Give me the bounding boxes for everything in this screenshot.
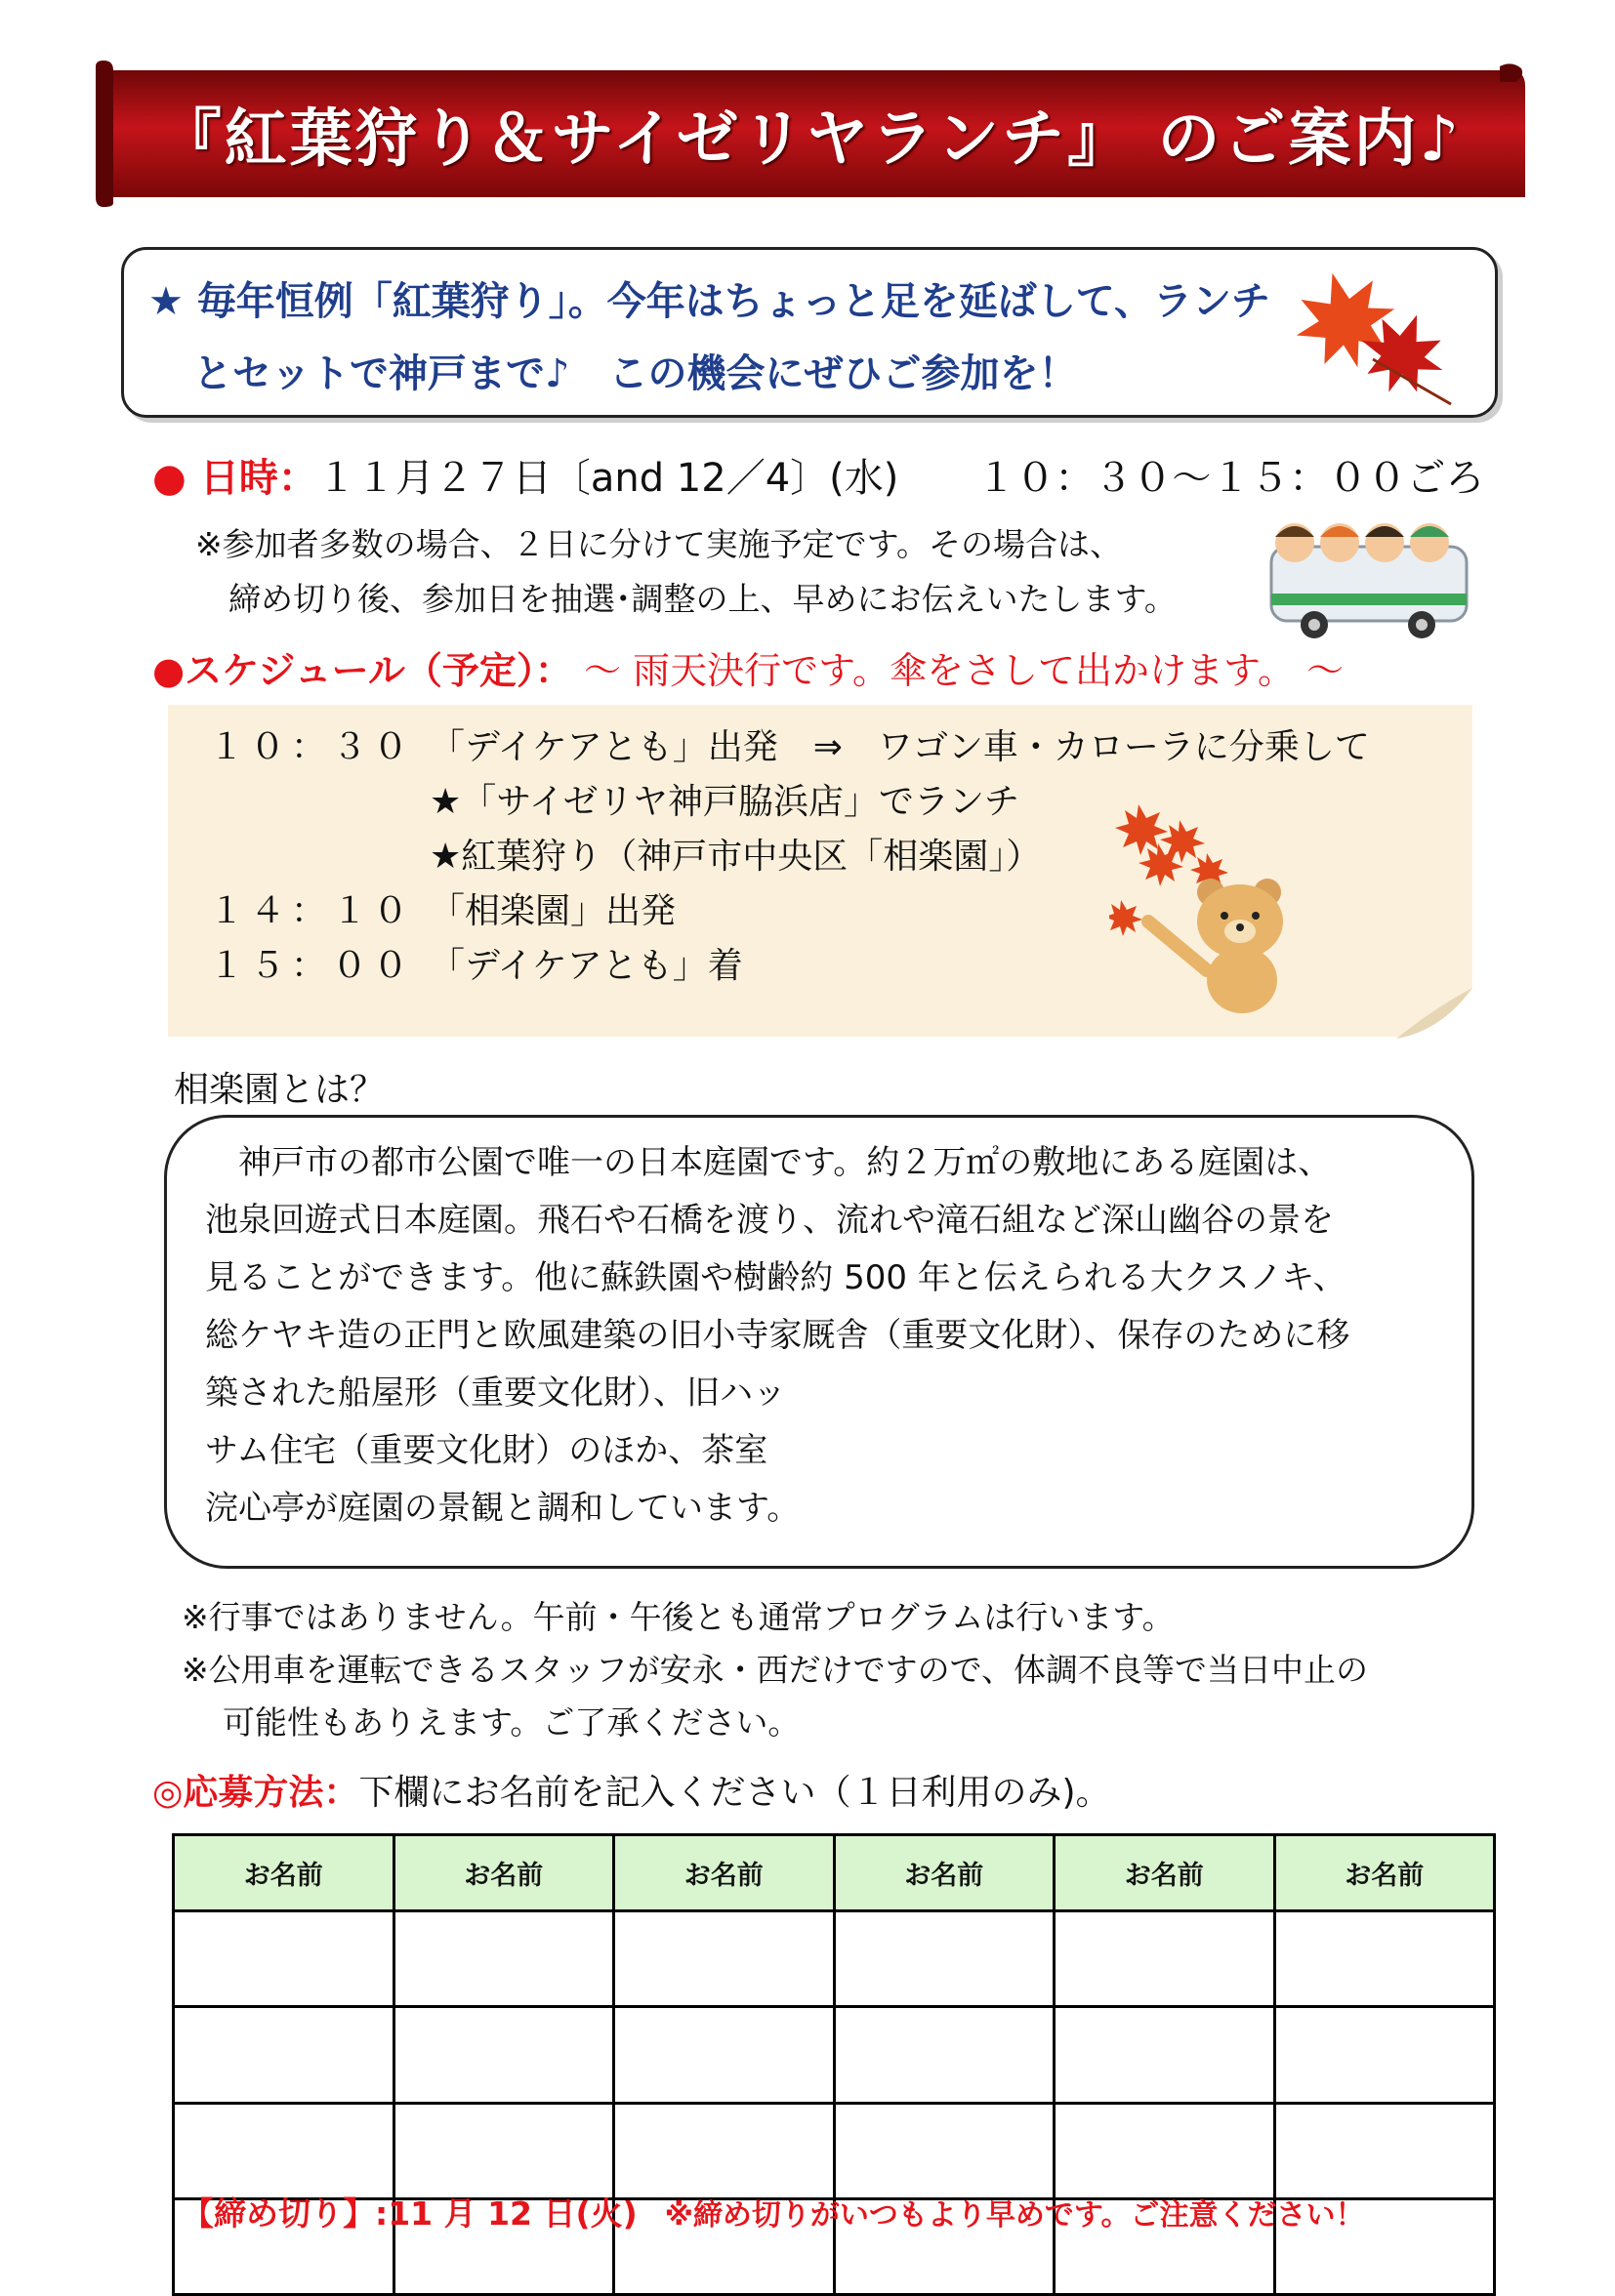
- schedule-text: 「相楽園」出発: [430, 891, 677, 931]
- name-column-header: お名前: [834, 1835, 1055, 1911]
- name-cell[interactable]: [834, 2103, 1055, 2198]
- notices: [182, 1591, 1368, 1749]
- schedule-time: [209, 830, 430, 884]
- notice-line-2: ※公用車を運転できるスタッフが安永・西だけですので、体調不良等で当日中止の: [182, 1651, 1368, 1689]
- name-cell[interactable]: [174, 1911, 394, 2007]
- name-cell[interactable]: [1055, 2007, 1275, 2103]
- table-header-row: [174, 1835, 1495, 1911]
- bus-illustration-icon: [1265, 508, 1472, 640]
- schedule-heading: [152, 640, 1344, 694]
- name-cell[interactable]: [1274, 2103, 1495, 2198]
- table-row: [174, 1911, 1495, 2007]
- schedule-time: [209, 775, 430, 830]
- name-column-header: お名前: [174, 1835, 394, 1911]
- schedule-text: ★紅葉狩り（神戸市中央区「相楽園」）: [430, 837, 1042, 877]
- name-cell[interactable]: [1055, 2103, 1275, 2198]
- about-line: サム住宅（重要文化財）のほか、茶室: [205, 1431, 768, 1470]
- schedule-note: ～ 雨天決行です。傘をさして出かけます。 ～: [583, 649, 1345, 692]
- name-column-header: お名前: [1055, 1835, 1275, 1911]
- apply-label: ◎応募方法: [152, 1773, 324, 1813]
- name-cell[interactable]: [174, 2103, 394, 2198]
- name-cell[interactable]: [614, 2103, 835, 2198]
- date-line: [152, 447, 1484, 503]
- name-cell[interactable]: [393, 2007, 614, 2103]
- deadline-line: [182, 2189, 1364, 2234]
- about-line: 池泉回遊式日本庭園。飛石や石橋を渡り、流れや滝石組など深山幽谷の景を: [205, 1201, 1334, 1240]
- name-cell[interactable]: [614, 1911, 835, 2007]
- about-heading: 相楽園とは？: [174, 1070, 386, 1110]
- about-text: [205, 1134, 1445, 1538]
- deadline-text: 【締め切り】:11 月 12 日(火): [182, 2194, 638, 2233]
- schedule-time: １４：１０: [209, 891, 415, 931]
- name-cell[interactable]: [834, 2007, 1055, 2103]
- schedule-text: ★「サイゼリヤ神戸脇浜店」でランチ: [430, 782, 1019, 822]
- date-note-line-1: ※参加者多数の場合、２日に分けて実施予定です。その場合は、: [195, 525, 1123, 563]
- name-column-header: お名前: [1274, 1835, 1495, 1911]
- schedule-text: 「デイケアとも」着: [430, 946, 743, 986]
- date-value: １１月２７日〔and 12／4〕(水) １０：３０～１５：００ごろ: [316, 456, 1485, 501]
- about-line: 総ケヤキ造の正門と欧風建築の旧小寺家厩舎（重要文化財）、保存のために移: [205, 1316, 1350, 1355]
- apply-line: [152, 1765, 1110, 1815]
- name-cell[interactable]: [1055, 1911, 1275, 2007]
- schedule-time: １０：３０: [209, 727, 415, 767]
- name-cell[interactable]: [393, 1911, 614, 2007]
- apply-separator: ：: [323, 1773, 359, 1813]
- table-row: [174, 2103, 1495, 2198]
- notice-line-3: 可能性もありえます。ご了承ください。: [223, 1703, 801, 1742]
- bear-with-leaves-icon: [1109, 785, 1344, 1019]
- about-line: 浣心亭が庭園の景観と調和しています。: [205, 1489, 801, 1528]
- schedule-row: [209, 720, 1370, 775]
- name-cell[interactable]: [393, 2103, 614, 2198]
- table-row: [174, 2007, 1495, 2103]
- name-cell[interactable]: [834, 1911, 1055, 2007]
- name-cell[interactable]: [174, 2007, 394, 2103]
- intro-line-1: ★ 毎年恒例「紅葉狩り」。今年はちょっと足を延ばして、ランチ: [148, 279, 1270, 324]
- page-title: 『紅葉狩り＆サイゼリヤランチ』 のご案内♪: [158, 103, 1463, 176]
- about-line: 神戸市の都市公園で唯一の日本庭園です。約２万㎡の敷地にある庭園は、: [205, 1143, 1332, 1182]
- notice-line-1: ※行事ではありません。午前・午後とも通常プログラムは行います。: [182, 1598, 1175, 1636]
- name-cell[interactable]: [1274, 2007, 1495, 2103]
- maple-leaf-icon: [1285, 262, 1461, 408]
- name-column-header: お名前: [393, 1835, 614, 1911]
- date-note-line-2: 締め切り後、参加日を抽選･調整の上、早めにお伝えいたします。: [228, 580, 1177, 618]
- schedule-time: １５：００: [209, 946, 415, 986]
- date-note: [195, 517, 1177, 627]
- name-cell[interactable]: [1274, 1911, 1495, 2007]
- deadline-note: ※締め切りがいつもより早めです。ご注意ください！: [664, 2198, 1365, 2233]
- intro-text: [148, 266, 1281, 410]
- intro-line-2: とセットで神戸まで♪ この機会にぜひご参加を！: [193, 351, 1078, 396]
- date-label: ● 日時: [152, 456, 278, 501]
- date-separator: ：: [277, 456, 317, 501]
- page-curl-icon: [1396, 988, 1472, 1039]
- name-cell[interactable]: [614, 2007, 835, 2103]
- apply-text: 下欄にお名前を記入ください（１日利用のみ)。: [358, 1773, 1111, 1813]
- schedule-text: 「デイケアとも」出発 ⇒ ワゴン車・カローラに分乗して: [430, 727, 1370, 767]
- about-line: 築された船屋形（重要文化財）、旧ハッ: [205, 1374, 786, 1413]
- about-line: 見ることができます。他に蘇鉄園や樹齢約 500 年と伝えられる大クスノキ、: [205, 1258, 1346, 1297]
- schedule-label: ●スケジュール（予定）：: [152, 649, 572, 692]
- name-column-header: お名前: [614, 1835, 835, 1911]
